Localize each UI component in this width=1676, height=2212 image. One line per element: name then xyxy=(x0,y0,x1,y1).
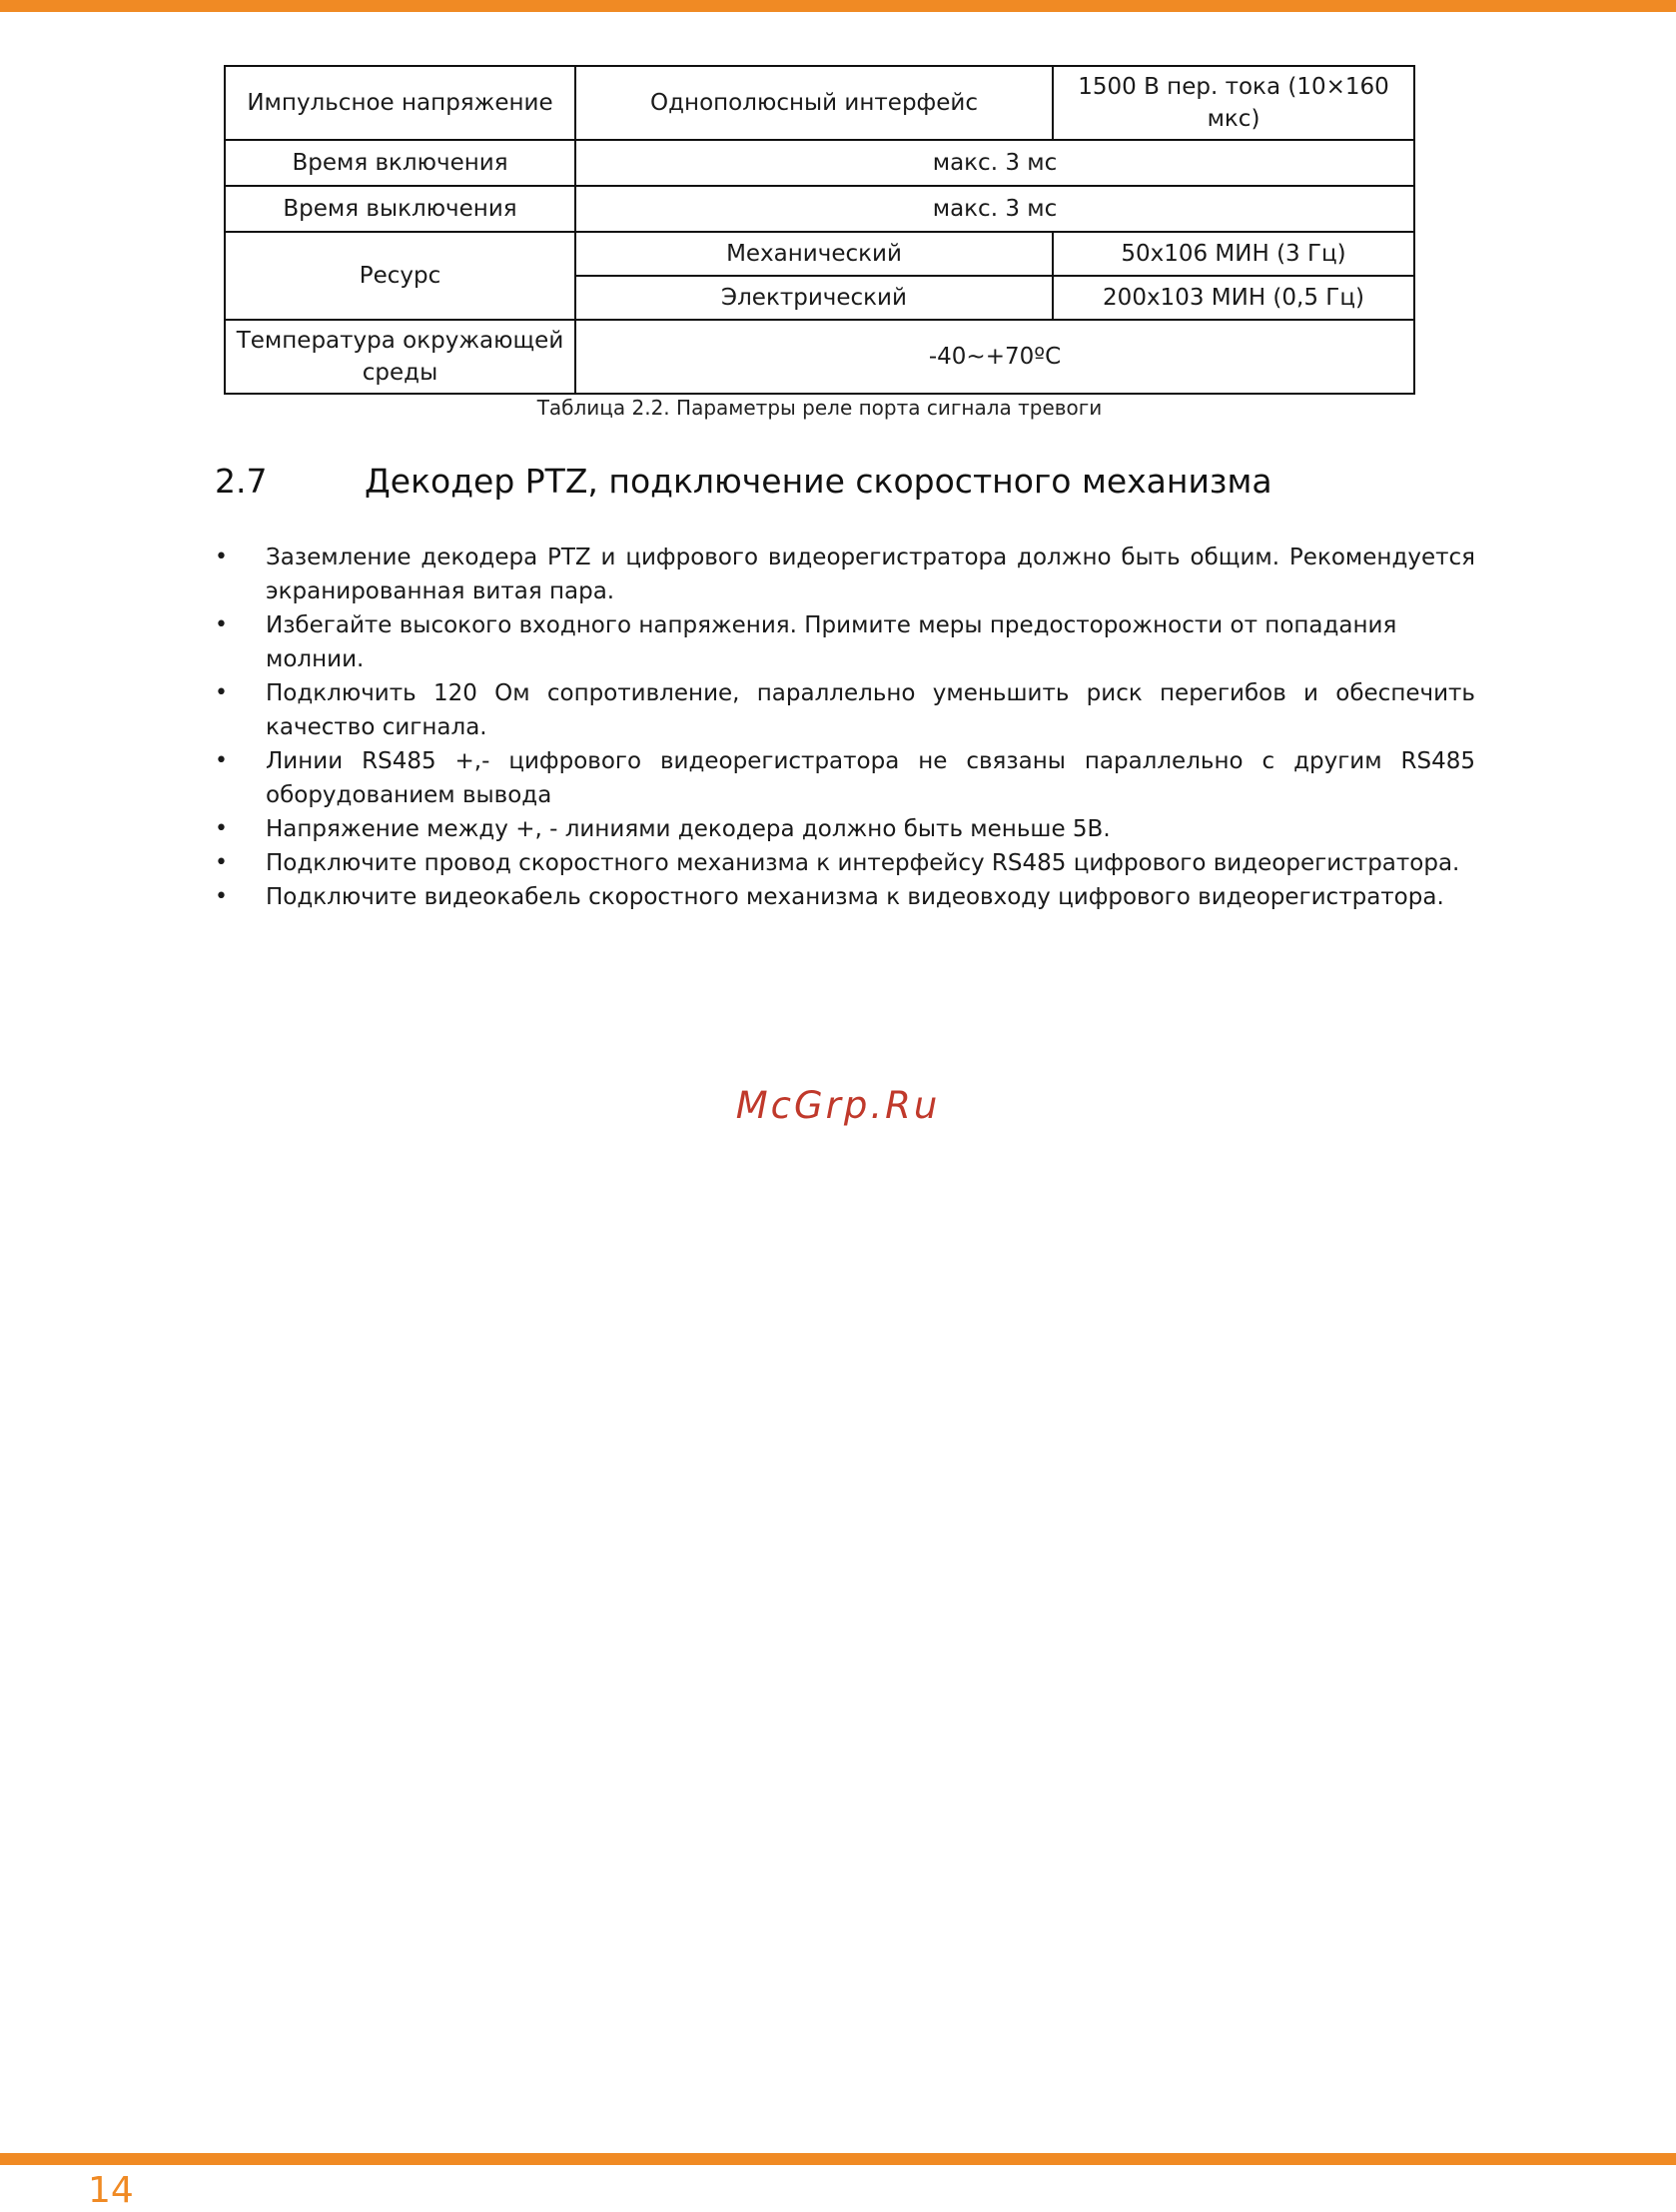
page-number: 14 xyxy=(88,2170,134,2211)
table-row xyxy=(225,232,1414,276)
table-cell: макс. 3 мс xyxy=(575,186,1414,232)
list-item: • Линии RS485 +,- цифрового видеорегистратора не связаны параллельно с другим RS485 оборудованием вывода xyxy=(215,744,1475,812)
bottom-accent-bar xyxy=(0,2153,1676,2165)
table-caption: Таблица 2.2. Параметры реле порта сигнала тревоги xyxy=(536,396,1103,420)
table-cell: макс. 3 мс xyxy=(575,140,1414,186)
relay-parameters-table xyxy=(224,65,1415,395)
table-cell: Однополюсный интерфейс xyxy=(575,66,1053,140)
list-item: • Подключите провод скоростного механизма к интерфейсу RS485 цифрового видеорегистратора. xyxy=(215,846,1475,880)
table-row xyxy=(225,66,1414,140)
section-number: 2.7 xyxy=(215,462,268,501)
table-cell: Время выключения xyxy=(225,186,575,232)
table-cell: Механический xyxy=(575,232,1053,276)
table-cell: Время включения xyxy=(225,140,575,186)
list-item: • Заземление декодера PTZ и цифрового видеорегистратора должно быть общим. Рекомендуется экранированная витая пара. xyxy=(215,541,1475,608)
table-cell: 1500 В пер. тока (10×160 мкс) xyxy=(1053,66,1414,140)
table-cell: 50x106 МИН (3 Гц) xyxy=(1053,232,1414,276)
table-cell: Температура окружающей среды xyxy=(225,320,575,394)
top-accent-bar xyxy=(0,0,1676,12)
table-row xyxy=(225,320,1414,394)
list-item: • Избегайте высокого входного напряжения. Примите меры предосторожности от попадания молнии. xyxy=(215,608,1475,676)
list-item: • Подключить 120 Ом сопротивление, параллельно уменьшить риск перегибов и обеспечить качество сигнала. xyxy=(215,676,1475,744)
table-row xyxy=(225,186,1414,232)
bullet-list xyxy=(215,541,1475,914)
table-row xyxy=(225,140,1414,186)
section-title: Декодер PTZ, подключение скоростного механизма xyxy=(365,462,1272,501)
table-cell: 200x103 МИН (0,5 Гц) xyxy=(1053,276,1414,320)
section-heading xyxy=(215,462,1272,501)
table-cell: Импульсное напряжение xyxy=(225,66,575,140)
table-cell: Ресурс xyxy=(225,232,575,320)
list-item: • Напряжение между +, - линиями декодера должно быть меньше 5В. xyxy=(215,812,1475,846)
watermark: McGrp.Ru xyxy=(735,1084,941,1127)
list-item: • Подключите видеокабель скоростного механизма к видеовходу цифрового видеорегистратора. xyxy=(215,880,1475,914)
table-cell: Электрический xyxy=(575,276,1053,320)
table-cell: -40~+70ºC xyxy=(575,320,1414,394)
